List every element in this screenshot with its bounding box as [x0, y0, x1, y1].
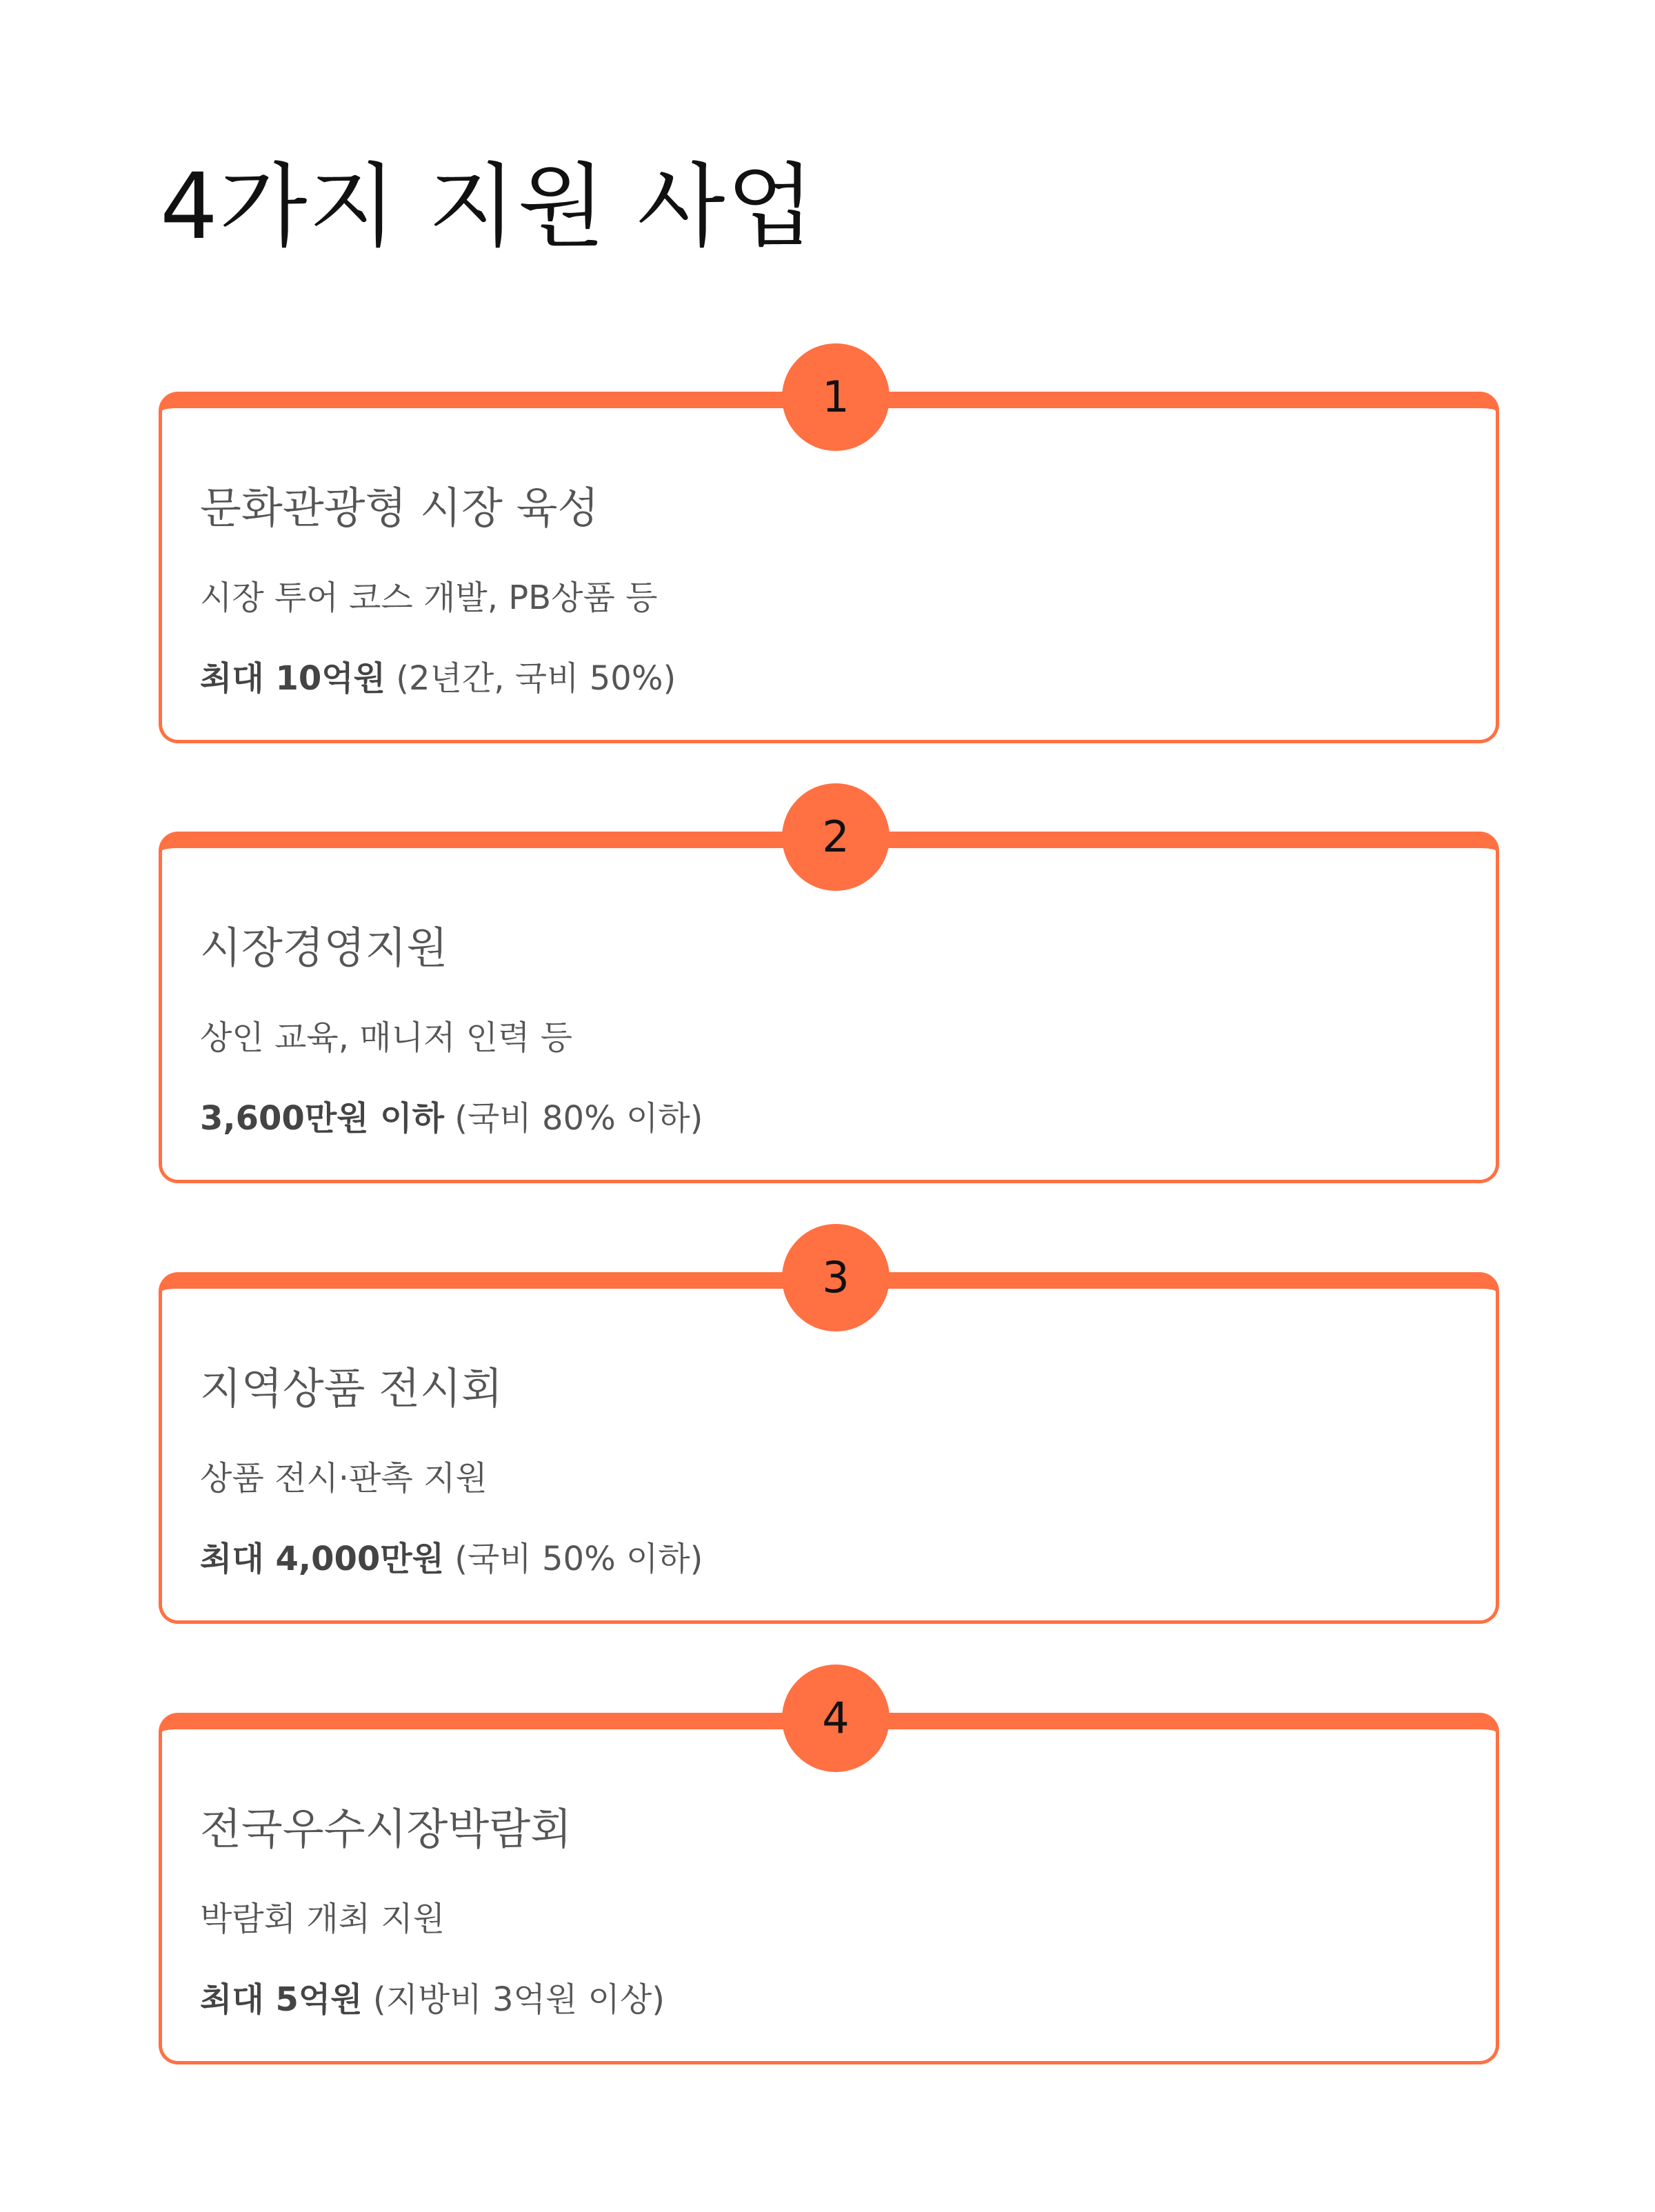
step-number-badge-4: 4: [782, 1665, 890, 1772]
step-number-badge-1: 1: [782, 343, 890, 451]
step-number-badge-2: 2: [782, 783, 890, 891]
program-name: 전국우수시장박람회: [200, 1804, 572, 1854]
funding-amount: 최대 4,000만원: [200, 1540, 445, 1578]
step-number-badge-3: 3: [782, 1224, 890, 1331]
program-funding: [200, 1975, 665, 2024]
program-funding: [200, 1535, 703, 1583]
program-funding: [200, 1094, 703, 1143]
funding-note: (지방비 3억원 이상): [362, 1980, 665, 2019]
program-name: 시장경영지원: [200, 923, 448, 973]
funding-note: (국비 50% 이하): [444, 1540, 703, 1578]
program-description: 시장 투어 코스 개발, PB상품 등: [200, 579, 658, 617]
page-title: 4가지 지원 사업: [160, 154, 816, 260]
program-description: 상인 교육, 매니저 인력 등: [200, 1018, 572, 1057]
program-description: 상품 전시·판촉 지원: [200, 1459, 488, 1498]
funding-amount: 3,600만원 이하: [200, 1099, 445, 1138]
funding-note: (2년간, 국비 50%): [385, 659, 676, 698]
program-name: 문화관광형 시장 육성: [200, 483, 599, 533]
program-description: 박람회 개최 지원: [200, 1900, 445, 1938]
funding-note: (국비 80% 이하): [444, 1099, 703, 1138]
program-funding: [200, 654, 676, 703]
program-name: 지역상품 전시회: [200, 1363, 503, 1414]
funding-amount: 최대 10억원: [200, 659, 385, 698]
funding-amount: 최대 5억원: [200, 1980, 363, 2019]
